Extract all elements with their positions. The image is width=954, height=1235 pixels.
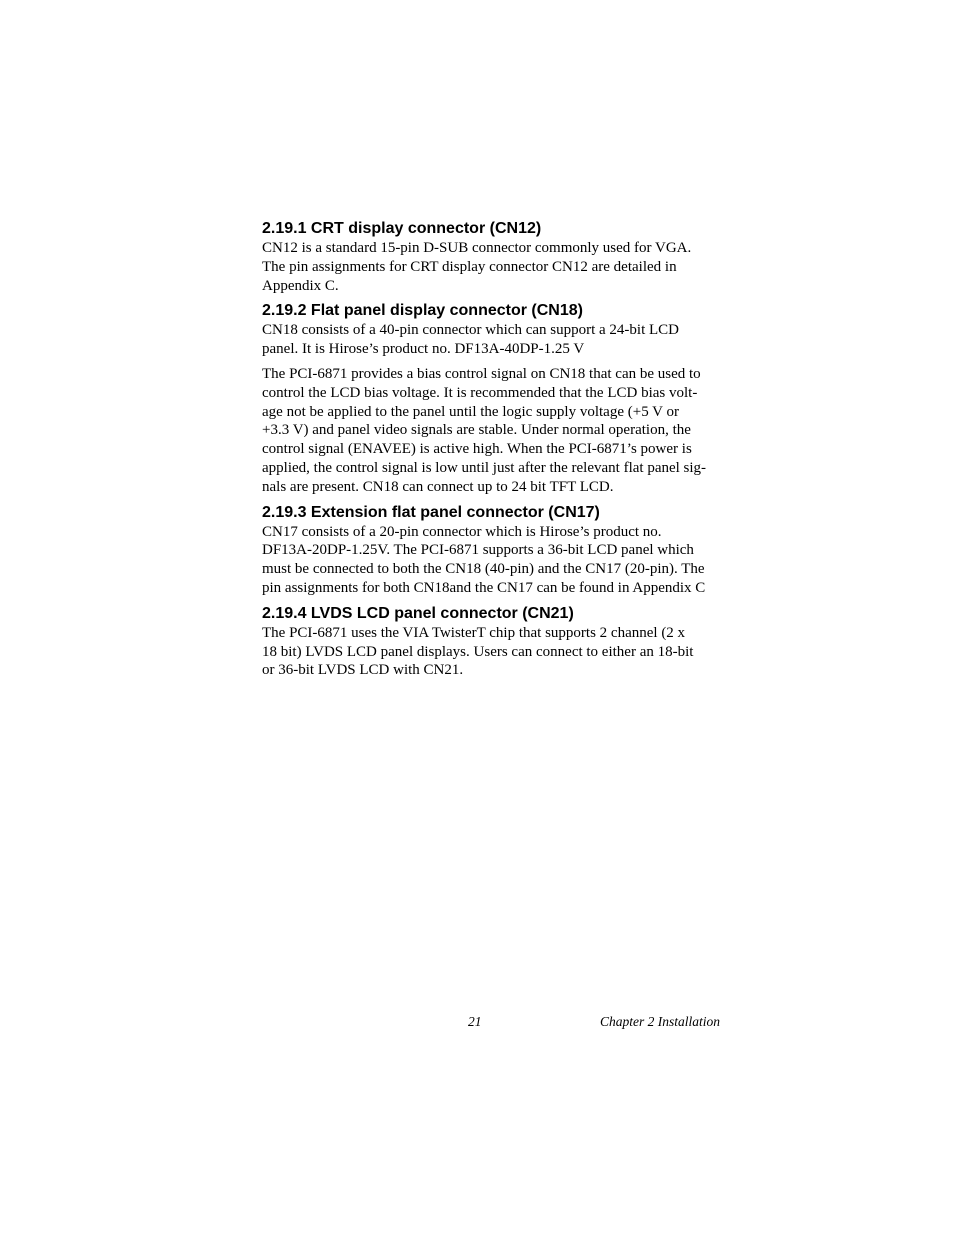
text-line: CN18 consists of a 40-pin connector which can support a 24-bit LCD bbox=[262, 322, 680, 339]
text-line: nals are present. CN18 can connect up to 24 bit TFT LCD. bbox=[262, 478, 614, 495]
paragraph bbox=[262, 624, 724, 680]
text-line: Appendix C. bbox=[262, 277, 339, 294]
paragraph bbox=[262, 523, 724, 598]
text-line: 18 bit) LVDS LCD panel displays. Users can connect to either an 18-bit bbox=[262, 643, 694, 660]
text-line: panel. It is Hirose’s product no. DF13A-40DP-1.25 V bbox=[262, 341, 585, 358]
text-line: control the LCD bias voltage. It is recommended that the LCD bias volt- bbox=[262, 384, 698, 401]
text-line: control signal (ENAVEE) is active high. When the PCI-6871’s power is bbox=[262, 441, 692, 458]
paragraph bbox=[262, 365, 724, 497]
section-heading: 2.19.3 Extension flat panel connector (CN17) bbox=[262, 503, 600, 521]
page-number: 21 bbox=[468, 1014, 482, 1029]
text-line: The PCI-6871 uses the VIA TwisterT chip that supports 2 channel (2 x bbox=[262, 624, 686, 641]
page-content bbox=[262, 219, 724, 686]
text-line: must be connected to both the CN18 (40-pin) and the CN17 (20-pin). The bbox=[262, 561, 705, 578]
section-extension-flat-panel-connector bbox=[262, 503, 724, 598]
text-line: applied, the control signal is low until just after the relevant flat panel sig- bbox=[262, 459, 707, 476]
section-lvds-lcd-panel-connector bbox=[262, 604, 724, 680]
section-heading: 2.19.2 Flat panel display connector (CN18) bbox=[262, 302, 583, 320]
text-line: age not be applied to the panel until the logic supply voltage (+5 V or bbox=[262, 403, 679, 420]
section-heading: 2.19.4 LVDS LCD panel connector (CN21) bbox=[262, 604, 574, 622]
chapter-label: Chapter 2 Installation bbox=[599, 1014, 720, 1029]
section-crt-display-connector bbox=[262, 219, 724, 295]
text-line: CN17 consists of a 20-pin connector which is Hirose’s product no. bbox=[262, 523, 662, 540]
text-line: +3.3 V) and panel video signals are stable. Under normal operation, the bbox=[262, 422, 691, 439]
paragraph bbox=[262, 321, 724, 359]
paragraph bbox=[262, 239, 724, 295]
section-flat-panel-display-connector bbox=[262, 301, 724, 496]
text-line: DF13A-20DP-1.25V. The PCI-6871 supports a 36-bit LCD panel which bbox=[262, 542, 694, 559]
page-footer bbox=[262, 1014, 720, 1034]
text-line: The PCI-6871 provides a bias control signal on CN18 that can be used to bbox=[262, 365, 701, 382]
text-line: The pin assignments for CRT display connector CN12 are detailed in bbox=[262, 258, 677, 275]
text-line: or 36-bit LVDS LCD with CN21. bbox=[262, 662, 464, 679]
section-heading: 2.19.1 CRT display connector (CN12) bbox=[262, 220, 542, 237]
text-line: pin assignments for both CN18and the CN17 can be found in Appendix C bbox=[262, 579, 706, 596]
text-line: CN12 is a standard 15-pin D-SUB connector commonly used for VGA. bbox=[262, 240, 692, 256]
